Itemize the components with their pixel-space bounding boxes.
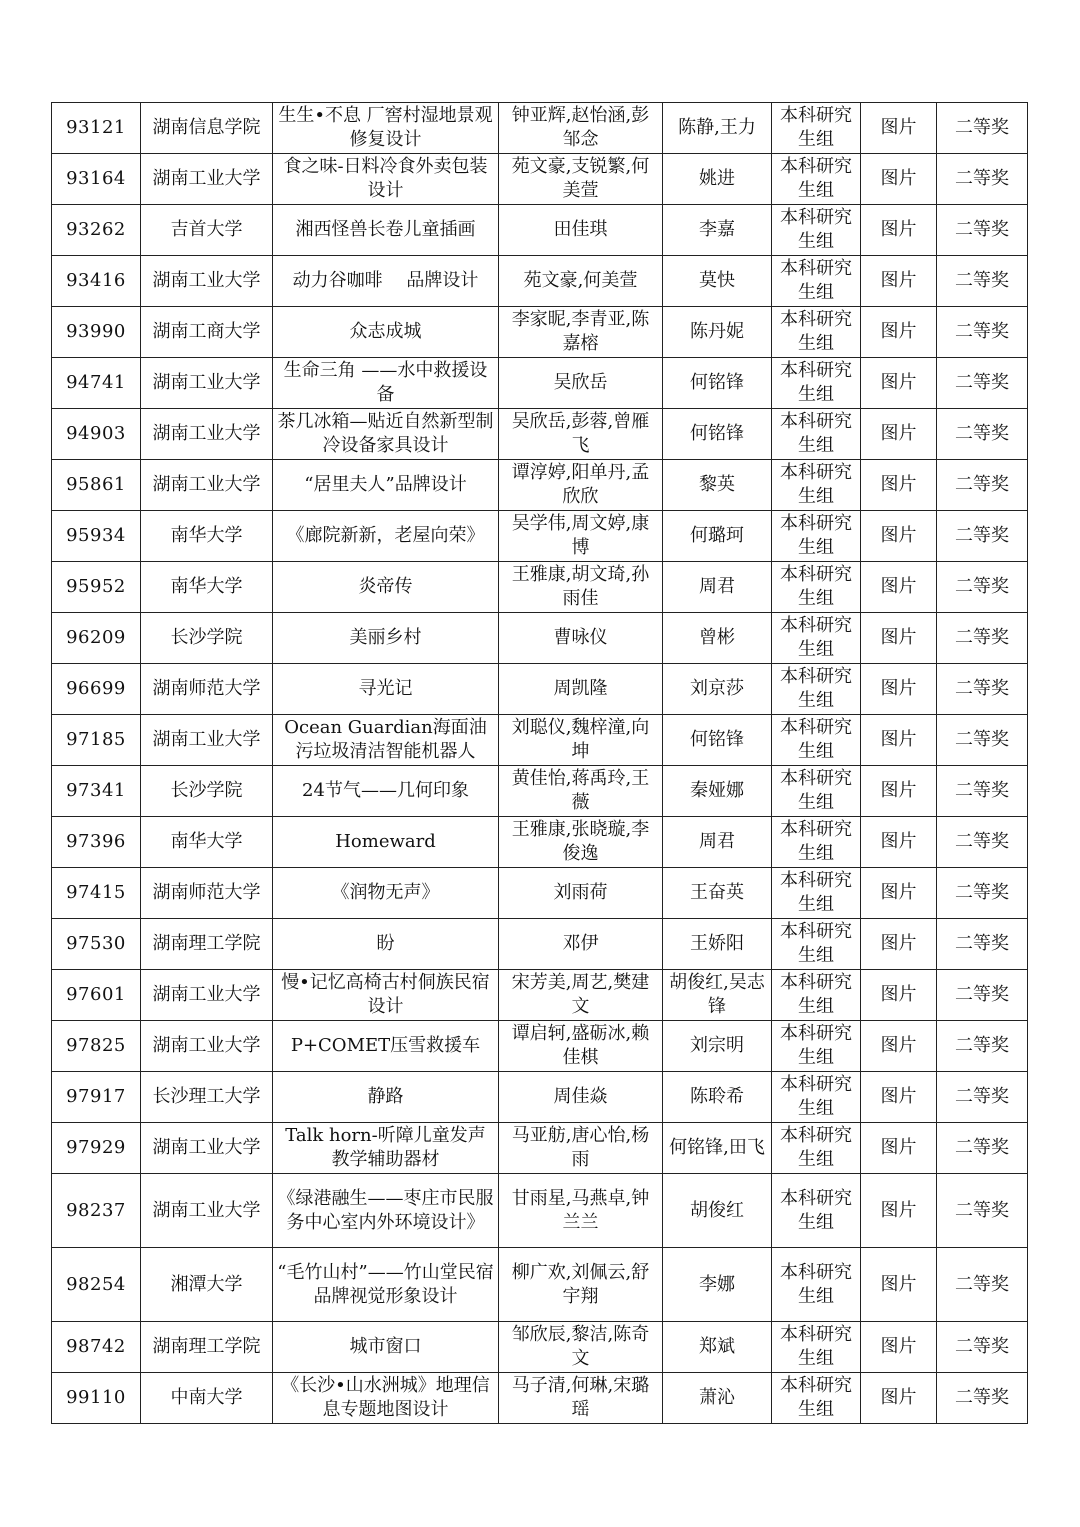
school-cell: 湖南工业大学 [141, 1174, 273, 1248]
students-cell: 黄佳怡,蒋禹玲,王薇 [499, 766, 663, 817]
advisor-cell: 莫快 [663, 256, 772, 307]
work-title-cell: “居里夫人”品牌设计 [273, 460, 499, 511]
award-cell: 二等奖 [937, 970, 1028, 1021]
table-row [52, 409, 1028, 460]
award-cell: 二等奖 [937, 817, 1028, 868]
work-title-cell: 《廊院新新，老屋向荣》 [273, 511, 499, 562]
students-cell: 钟亚辉,赵怡涵,彭邹念 [499, 103, 663, 154]
category-cell: 图片 [861, 1072, 937, 1123]
group-cell: 本科研究生组 [772, 1072, 861, 1123]
work-title-cell: 静路 [273, 1072, 499, 1123]
award-cell: 二等奖 [937, 358, 1028, 409]
work-title-cell: 湘西怪兽长卷儿童插画 [273, 205, 499, 256]
school-cell: 长沙理工大学 [141, 1072, 273, 1123]
advisor-cell: 何铭锋 [663, 409, 772, 460]
award-cell: 二等奖 [937, 460, 1028, 511]
table-row [52, 256, 1028, 307]
table-row [52, 1373, 1028, 1424]
advisor-cell: 萧沁 [663, 1373, 772, 1424]
table-row [52, 868, 1028, 919]
table-row [52, 664, 1028, 715]
award-cell: 二等奖 [937, 1174, 1028, 1248]
entry-id-cell: 97185 [52, 715, 141, 766]
entry-id-cell: 97415 [52, 868, 141, 919]
school-cell: 湖南工业大学 [141, 1123, 273, 1174]
category-cell: 图片 [861, 817, 937, 868]
advisor-cell: 王娇阳 [663, 919, 772, 970]
group-cell: 本科研究生组 [772, 766, 861, 817]
category-cell: 图片 [861, 919, 937, 970]
table-row [52, 1322, 1028, 1373]
advisor-cell: 何璐珂 [663, 511, 772, 562]
school-cell: 湖南工业大学 [141, 256, 273, 307]
award-cell: 二等奖 [937, 1248, 1028, 1322]
category-cell: 图片 [861, 154, 937, 205]
group-cell: 本科研究生组 [772, 817, 861, 868]
group-cell: 本科研究生组 [772, 1174, 861, 1248]
students-cell: 谭淳婷,阳单丹,孟欣欣 [499, 460, 663, 511]
work-title-cell: 美丽乡村 [273, 613, 499, 664]
work-title-cell: 寻光记 [273, 664, 499, 715]
group-cell: 本科研究生组 [772, 1373, 861, 1424]
advisor-cell: 陈聆希 [663, 1072, 772, 1123]
students-cell: 马亚舫,唐心怡,杨雨 [499, 1123, 663, 1174]
work-title-cell: 慢•记忆高椅古村侗族民宿设计 [273, 970, 499, 1021]
category-cell: 图片 [861, 1123, 937, 1174]
award-cell: 二等奖 [937, 256, 1028, 307]
school-cell: 湖南理工学院 [141, 1322, 273, 1373]
school-cell: 湖南师范大学 [141, 664, 273, 715]
category-cell: 图片 [861, 1174, 937, 1248]
award-cell: 二等奖 [937, 511, 1028, 562]
entry-id-cell: 99110 [52, 1373, 141, 1424]
group-cell: 本科研究生组 [772, 970, 861, 1021]
students-cell: 邹欣辰,黎洁,陈奇文 [499, 1322, 663, 1373]
table-row [52, 460, 1028, 511]
school-cell: 湖南工业大学 [141, 460, 273, 511]
advisor-cell: 何铭锋 [663, 715, 772, 766]
table-row [52, 205, 1028, 256]
advisor-cell: 刘京莎 [663, 664, 772, 715]
entry-id-cell: 93416 [52, 256, 141, 307]
students-cell: 王雅康,张晓璇,李俊逸 [499, 817, 663, 868]
students-cell: 李家昵,李青亚,陈嘉榕 [499, 307, 663, 358]
work-title-cell: 《绿港融生——枣庄市民服务中心室内外环境设计》 [273, 1174, 499, 1248]
group-cell: 本科研究生组 [772, 1322, 861, 1373]
work-title-cell: 食之味-日料冷食外卖包装设计 [273, 154, 499, 205]
group-cell: 本科研究生组 [772, 307, 861, 358]
table-row [52, 154, 1028, 205]
advisor-cell: 王奋英 [663, 868, 772, 919]
award-cell: 二等奖 [937, 766, 1028, 817]
school-cell: 湖南师范大学 [141, 868, 273, 919]
school-cell: 长沙学院 [141, 766, 273, 817]
students-cell: 谭启轲,盛砺冰,赖佳棋 [499, 1021, 663, 1072]
advisor-cell: 郑斌 [663, 1322, 772, 1373]
students-cell: 王雅康,胡文琦,孙雨佳 [499, 562, 663, 613]
entry-id-cell: 97601 [52, 970, 141, 1021]
advisor-cell: 何铭锋 [663, 358, 772, 409]
advisor-cell: 秦娅娜 [663, 766, 772, 817]
awards-table [51, 102, 1028, 1424]
award-cell: 二等奖 [937, 868, 1028, 919]
entry-id-cell: 94903 [52, 409, 141, 460]
table-row [52, 1174, 1028, 1248]
advisor-cell: 李娜 [663, 1248, 772, 1322]
award-cell: 二等奖 [937, 1072, 1028, 1123]
table-row [52, 1072, 1028, 1123]
category-cell: 图片 [861, 256, 937, 307]
advisor-cell: 刘宗明 [663, 1021, 772, 1072]
entry-id-cell: 96699 [52, 664, 141, 715]
students-cell: 马子清,何琳,宋璐瑶 [499, 1373, 663, 1424]
school-cell: 湖南信息学院 [141, 103, 273, 154]
entry-id-cell: 95952 [52, 562, 141, 613]
category-cell: 图片 [861, 205, 937, 256]
students-cell: 周佳焱 [499, 1072, 663, 1123]
work-title-cell: Homeward [273, 817, 499, 868]
table-row [52, 970, 1028, 1021]
category-cell: 图片 [861, 1021, 937, 1072]
work-title-cell: 24节气——几何印象 [273, 766, 499, 817]
students-cell: 邓伊 [499, 919, 663, 970]
school-cell: 吉首大学 [141, 205, 273, 256]
advisor-cell: 曾彬 [663, 613, 772, 664]
entry-id-cell: 93990 [52, 307, 141, 358]
students-cell: 曹咏仪 [499, 613, 663, 664]
award-cell: 二等奖 [937, 1123, 1028, 1174]
entry-id-cell: 97530 [52, 919, 141, 970]
school-cell: 湖南工业大学 [141, 154, 273, 205]
category-cell: 图片 [861, 613, 937, 664]
table-row [52, 307, 1028, 358]
students-cell: 吴欣岳 [499, 358, 663, 409]
award-cell: 二等奖 [937, 715, 1028, 766]
school-cell: 湖南工商大学 [141, 307, 273, 358]
students-cell: 柳广欢,刘佩云,舒宇翔 [499, 1248, 663, 1322]
work-title-cell: 城市窗口 [273, 1322, 499, 1373]
work-title-cell: 《润物无声》 [273, 868, 499, 919]
school-cell: 南华大学 [141, 511, 273, 562]
entry-id-cell: 96209 [52, 613, 141, 664]
table-row [52, 562, 1028, 613]
students-cell: 刘聪仪,魏梓潼,向坤 [499, 715, 663, 766]
entry-id-cell: 97396 [52, 817, 141, 868]
school-cell: 中南大学 [141, 1373, 273, 1424]
advisor-cell: 李嘉 [663, 205, 772, 256]
students-cell: 吴学伟,周文婷,康博 [499, 511, 663, 562]
group-cell: 本科研究生组 [772, 868, 861, 919]
table-row [52, 358, 1028, 409]
table-body [52, 103, 1028, 1424]
group-cell: 本科研究生组 [772, 460, 861, 511]
school-cell: 湘潭大学 [141, 1248, 273, 1322]
work-title-cell: 众志成城 [273, 307, 499, 358]
work-title-cell: 《长沙•山水洲城》地理信息专题地图设计 [273, 1373, 499, 1424]
group-cell: 本科研究生组 [772, 1123, 861, 1174]
entry-id-cell: 94741 [52, 358, 141, 409]
work-title-cell: 盼 [273, 919, 499, 970]
advisor-cell: 周君 [663, 817, 772, 868]
school-cell: 湖南工业大学 [141, 715, 273, 766]
students-cell: 苑文豪,何美萱 [499, 256, 663, 307]
table-row [52, 1021, 1028, 1072]
advisor-cell: 姚进 [663, 154, 772, 205]
category-cell: 图片 [861, 562, 937, 613]
work-title-cell: 炎帝传 [273, 562, 499, 613]
group-cell: 本科研究生组 [772, 409, 861, 460]
award-cell: 二等奖 [937, 307, 1028, 358]
students-cell: 宋芳美,周艺,樊建文 [499, 970, 663, 1021]
school-cell: 湖南工业大学 [141, 409, 273, 460]
group-cell: 本科研究生组 [772, 511, 861, 562]
category-cell: 图片 [861, 460, 937, 511]
work-title-cell: Talk horn-听障儿童发声教学辅助器材 [273, 1123, 499, 1174]
work-title-cell: 生命三角 ——水中救援设备 [273, 358, 499, 409]
category-cell: 图片 [861, 664, 937, 715]
group-cell: 本科研究生组 [772, 715, 861, 766]
students-cell: 周凯隆 [499, 664, 663, 715]
group-cell: 本科研究生组 [772, 103, 861, 154]
students-cell: 甘雨星,马燕卓,钟兰兰 [499, 1174, 663, 1248]
category-cell: 图片 [861, 358, 937, 409]
category-cell: 图片 [861, 103, 937, 154]
school-cell: 长沙学院 [141, 613, 273, 664]
school-cell: 南华大学 [141, 562, 273, 613]
entry-id-cell: 97341 [52, 766, 141, 817]
entry-id-cell: 98254 [52, 1248, 141, 1322]
table-row [52, 1123, 1028, 1174]
category-cell: 图片 [861, 511, 937, 562]
advisor-cell: 陈静,王力 [663, 103, 772, 154]
entry-id-cell: 97929 [52, 1123, 141, 1174]
entry-id-cell: 95934 [52, 511, 141, 562]
students-cell: 吴欣岳,彭蓉,曾雁飞 [499, 409, 663, 460]
group-cell: 本科研究生组 [772, 358, 861, 409]
table-row [52, 715, 1028, 766]
award-cell: 二等奖 [937, 1373, 1028, 1424]
category-cell: 图片 [861, 715, 937, 766]
students-cell: 田佳琪 [499, 205, 663, 256]
award-cell: 二等奖 [937, 613, 1028, 664]
award-cell: 二等奖 [937, 1322, 1028, 1373]
award-cell: 二等奖 [937, 1021, 1028, 1072]
group-cell: 本科研究生组 [772, 562, 861, 613]
category-cell: 图片 [861, 1373, 937, 1424]
award-cell: 二等奖 [937, 103, 1028, 154]
work-title-cell: “毛竹山村”——竹山堂民宿品牌视觉形象设计 [273, 1248, 499, 1322]
group-cell: 本科研究生组 [772, 154, 861, 205]
entry-id-cell: 97825 [52, 1021, 141, 1072]
group-cell: 本科研究生组 [772, 919, 861, 970]
entry-id-cell: 97917 [52, 1072, 141, 1123]
work-title-cell: 动力谷咖啡 品牌设计 [273, 256, 499, 307]
award-cell: 二等奖 [937, 562, 1028, 613]
group-cell: 本科研究生组 [772, 1248, 861, 1322]
work-title-cell: 茶几冰箱—贴近自然新型制冷设备家具设计 [273, 409, 499, 460]
entry-id-cell: 98742 [52, 1322, 141, 1373]
work-title-cell: P+COMET压雪救援车 [273, 1021, 499, 1072]
school-cell: 湖南理工学院 [141, 919, 273, 970]
table-row [52, 511, 1028, 562]
entry-id-cell: 93262 [52, 205, 141, 256]
advisor-cell: 周君 [663, 562, 772, 613]
award-cell: 二等奖 [937, 205, 1028, 256]
table-row [52, 817, 1028, 868]
category-cell: 图片 [861, 868, 937, 919]
award-cell: 二等奖 [937, 409, 1028, 460]
table-row [52, 919, 1028, 970]
advisor-cell: 胡俊红,吴志锋 [663, 970, 772, 1021]
table-row [52, 103, 1028, 154]
students-cell: 刘雨荷 [499, 868, 663, 919]
table-row [52, 766, 1028, 817]
advisor-cell: 陈丹妮 [663, 307, 772, 358]
award-cell: 二等奖 [937, 664, 1028, 715]
group-cell: 本科研究生组 [772, 205, 861, 256]
category-cell: 图片 [861, 1248, 937, 1322]
school-cell: 湖南工业大学 [141, 970, 273, 1021]
category-cell: 图片 [861, 409, 937, 460]
group-cell: 本科研究生组 [772, 256, 861, 307]
group-cell: 本科研究生组 [772, 613, 861, 664]
students-cell: 苑文豪,支锐繁,何美萱 [499, 154, 663, 205]
award-cell: 二等奖 [937, 919, 1028, 970]
category-cell: 图片 [861, 1322, 937, 1373]
work-title-cell: Ocean Guardian海面油污垃圾清洁智能机器人 [273, 715, 499, 766]
award-cell: 二等奖 [937, 154, 1028, 205]
school-cell: 湖南工业大学 [141, 358, 273, 409]
table-row [52, 1248, 1028, 1322]
entry-id-cell: 95861 [52, 460, 141, 511]
category-cell: 图片 [861, 766, 937, 817]
table-row [52, 613, 1028, 664]
category-cell: 图片 [861, 970, 937, 1021]
entry-id-cell: 93164 [52, 154, 141, 205]
advisor-cell: 何铭锋,田飞 [663, 1123, 772, 1174]
group-cell: 本科研究生组 [772, 1021, 861, 1072]
group-cell: 本科研究生组 [772, 664, 861, 715]
work-title-cell: 生生•不息 厂窖村湿地景观修复设计 [273, 103, 499, 154]
advisor-cell: 胡俊红 [663, 1174, 772, 1248]
advisor-cell: 黎英 [663, 460, 772, 511]
category-cell: 图片 [861, 307, 937, 358]
school-cell: 南华大学 [141, 817, 273, 868]
entry-id-cell: 93121 [52, 103, 141, 154]
school-cell: 湖南工业大学 [141, 1021, 273, 1072]
entry-id-cell: 98237 [52, 1174, 141, 1248]
